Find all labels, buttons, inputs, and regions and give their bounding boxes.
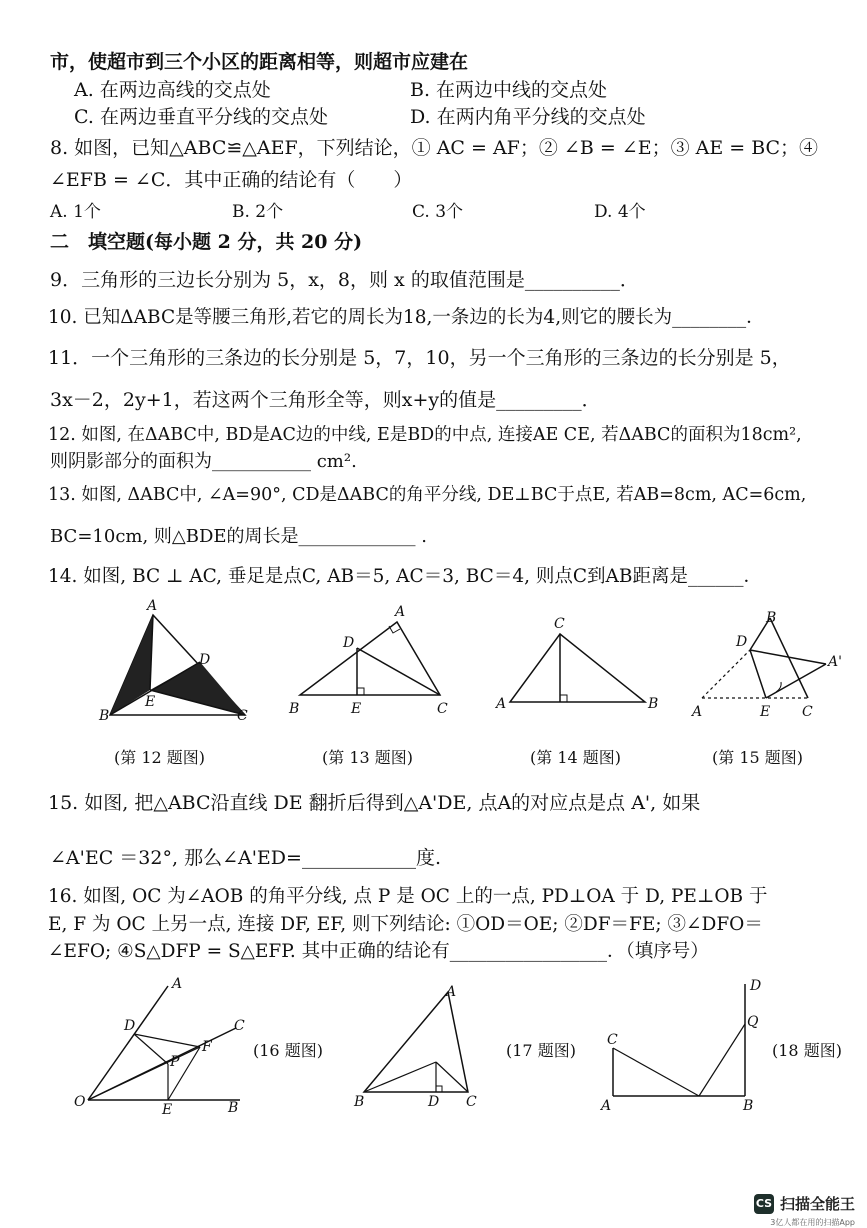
label-B: B: [766, 610, 777, 626]
label-C: C: [234, 1018, 245, 1034]
q12-cont: 则阴影部分的面积为___________ cm².: [50, 451, 357, 472]
q14: 14. 如图, BC ⊥ AC, 垂足是点C, AB＝5, AC＝3, BC＝4, 则点C到AB距离是______．: [48, 566, 762, 587]
label-A: A: [147, 598, 158, 614]
q11-cont: 3x－2，2y+1，若这两个三角形全等，则x+y的值是_________．: [50, 389, 601, 411]
q10: 10. 已知ΔABC是等腰三角形,若它的周长为18,一条边的长为4,则它的腰长为________．: [48, 307, 765, 328]
label-D: D: [750, 978, 762, 994]
q9: 9．三角形的三边长分别为 5，x，8，则 x 的取值范围是__________．: [50, 269, 639, 291]
q8-option-a: A. 1个: [50, 202, 101, 222]
q16: 16. 如图, OC 为∠AOB 的角平分线, 点 P 是 OC 上的一点, PD⊥OA 于 D, PE⊥OB 于: [48, 886, 768, 907]
label-E: E: [162, 1102, 173, 1118]
label-C: C: [237, 708, 248, 724]
label-A-prime: A': [828, 654, 842, 670]
label-D: D: [736, 634, 748, 650]
label-Q: Q: [747, 1014, 759, 1030]
caption-fig-15: (第 15 题图): [712, 748, 804, 767]
caption-fig-12: (第 12 题图): [114, 748, 206, 767]
label-C: C: [466, 1094, 477, 1110]
q8-option-d: D. 4个: [594, 202, 646, 222]
label-C: C: [554, 616, 565, 632]
q7-option-d: D. 在两内角平分线的交点处: [410, 106, 646, 128]
label-E: E: [760, 704, 771, 720]
figure-15: [690, 608, 850, 723]
q8-stem-cont: ∠EFB = ∠C．其中正确的结论有（ ）: [50, 169, 413, 191]
label-A: A: [692, 704, 703, 720]
caption-fig-13: (第 13 题图): [322, 748, 414, 767]
camscanner-logo-icon: CS: [754, 1194, 774, 1214]
label-D: D: [124, 1018, 136, 1034]
q8-stem: 8. 如图，已知△ABC≌△AEF，下列结论，① AC = AF；② ∠B = ∠E；③ AE = BC；④: [50, 137, 819, 159]
q8-option-b: B. 2个: [232, 202, 284, 222]
scanner-tagline: 3亿人都在用的扫描App: [770, 1218, 855, 1227]
label-A: A: [172, 976, 183, 992]
q7-option-a: A. 在两边高线的交点处: [74, 79, 271, 101]
caption-fig-14: (第 14 题图): [530, 748, 622, 767]
section-2-title: 二 填空题(每小题 2 分，共 20 分): [50, 231, 363, 253]
label-B: B: [289, 701, 300, 717]
label-A: A: [446, 984, 457, 1000]
figure-16: [68, 978, 258, 1118]
label-E: E: [145, 694, 156, 710]
q7-stem-tail: 市，使超市到三个小区的距离相等，则超市应建在: [50, 51, 469, 73]
caption-fig-16: (16 题图): [253, 1041, 323, 1060]
label-P: P: [170, 1054, 180, 1070]
label-A: A: [496, 696, 507, 712]
figure-12: [95, 600, 265, 730]
label-C: C: [437, 701, 448, 717]
q12: 12. 如图, 在ΔABC中, BD是AC边的中线, E是BD的中点, 连接AE CE, 若ΔABC的面积为18cm²,: [48, 425, 802, 445]
q7-option-c: C. 在两边垂直平分线的交点处: [74, 106, 328, 128]
q8-option-c: C. 3个: [412, 202, 464, 222]
q16-cont2: ∠EFO; ④S△DFP = S△EFP. 其中正确的结论有_________________．（填序号）: [48, 941, 709, 962]
label-B: B: [743, 1098, 754, 1114]
q7-option-b: B. 在两边中线的交点处: [410, 79, 608, 101]
label-D: D: [199, 652, 211, 668]
label-O: O: [74, 1094, 86, 1110]
label-A: A: [395, 604, 406, 620]
label-B: B: [648, 696, 659, 712]
label-B: B: [354, 1094, 365, 1110]
figure-18: [595, 978, 765, 1118]
q15-cont: ∠A'EC ＝32°, 那么∠A'ED=____________度.: [50, 847, 441, 869]
q11: 11．一个三角形的三条边的长分别是 5，7，10，另一个三角形的三条边的长分别是 5，: [48, 347, 791, 369]
figure-14: [490, 612, 665, 722]
q16-cont: E, F 为 OC 上另一点, 连接 DF, EF, 则下列结论: ①OD＝OE; ②DF＝FE; ③∠DFO＝: [48, 914, 763, 935]
figure-17: [350, 982, 490, 1112]
q15: 15. 如图, 把△ABC沿直线 DE 翻折后得到△A'DE, 点A的对应点是点 A', 如果: [48, 792, 701, 814]
label-D: D: [343, 635, 355, 651]
label-C: C: [802, 704, 813, 720]
label-B: B: [228, 1100, 239, 1116]
caption-fig-18: (18 题图): [772, 1041, 842, 1060]
label-E: E: [351, 701, 362, 717]
label-C: C: [607, 1032, 618, 1048]
scanner-watermark: [754, 1193, 855, 1227]
scanner-app-name: 扫描全能王: [779, 1195, 855, 1213]
label-A: A: [601, 1098, 612, 1114]
figure-13: [285, 600, 465, 725]
q13: 13. 如图, ΔABC中, ∠A=90°, CD是ΔABC的角平分线, DE⊥BC于点E, 若AB=8cm, AC=6cm,: [48, 485, 807, 505]
label-D: D: [428, 1094, 440, 1110]
q13-cont: BC=10cm, 则△BDE的周长是_____________ .: [50, 526, 427, 547]
label-B: B: [99, 708, 110, 724]
caption-fig-17: (17 题图): [506, 1041, 576, 1060]
label-F: F: [202, 1039, 212, 1055]
